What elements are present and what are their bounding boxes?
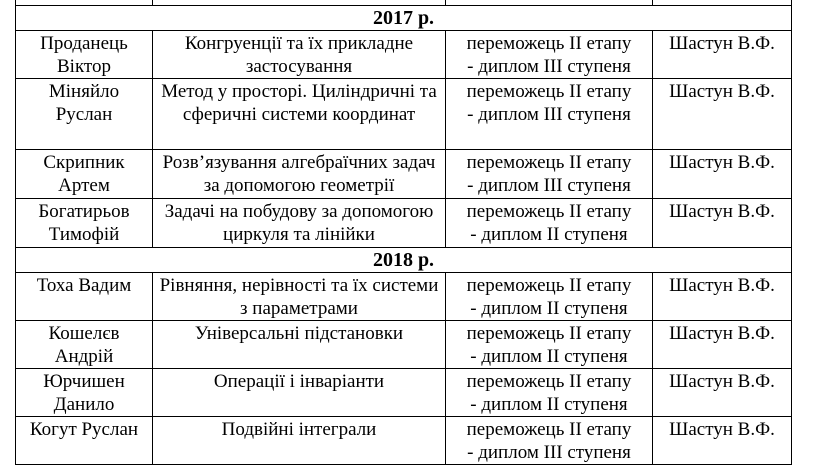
awards-table bbox=[15, 0, 792, 465]
supervisor-name: Шастун В.Ф. bbox=[653, 79, 792, 150]
award-stage: переможець ІІ етапу bbox=[466, 419, 632, 440]
award-stage: переможець ІІ етапу bbox=[466, 81, 632, 102]
research-topic: Розв’язування алгебраїчних задач за допомогою геометрії bbox=[153, 150, 446, 199]
award-stage: переможець ІІ етапу bbox=[466, 33, 632, 54]
student-name: Кошелєв Андрій bbox=[16, 321, 153, 369]
student-name: Богатирьов Тимофій bbox=[16, 199, 153, 248]
supervisor-name: Шастун В.Ф. bbox=[653, 150, 792, 199]
supervisor-name: Шастун В.Ф. bbox=[653, 273, 792, 321]
award-diploma: - диплом ІІ ступеня bbox=[470, 298, 628, 319]
research-topic: Задачі на побудову за допомогою циркуля та лінійки bbox=[153, 199, 446, 248]
award-diploma: - диплом ІІІ ступеня bbox=[467, 104, 631, 125]
award-stage: переможець ІІ етапу bbox=[466, 323, 632, 344]
table-row bbox=[16, 273, 792, 321]
table-row bbox=[16, 150, 792, 199]
table-row bbox=[16, 369, 792, 417]
award-result bbox=[446, 199, 653, 248]
award-result bbox=[446, 273, 653, 321]
award-diploma: - диплом ІІ ступеня bbox=[470, 224, 628, 245]
award-stage: переможець ІІ етапу bbox=[466, 201, 632, 222]
supervisor-name: Шастун В.Ф. bbox=[653, 369, 792, 417]
student-name: Проданець Віктор bbox=[16, 31, 153, 79]
award-diploma: - диплом ІІІ ступеня bbox=[467, 175, 631, 196]
award-diploma: - диплом ІІІ ступеня bbox=[467, 442, 631, 463]
award-result bbox=[446, 31, 653, 79]
research-topic: Подвійні інтеграли bbox=[153, 417, 446, 465]
student-name: Скрипник Артем bbox=[16, 150, 153, 199]
award-result bbox=[446, 79, 653, 150]
award-diploma: - диплом ІІ ступеня bbox=[470, 394, 628, 415]
table-row bbox=[16, 31, 792, 79]
student-name: Когут Руслан bbox=[16, 417, 153, 465]
year-label: 2017 р. bbox=[16, 6, 792, 31]
table-row bbox=[16, 321, 792, 369]
supervisor-name: Шастун В.Ф. bbox=[653, 199, 792, 248]
award-stage: переможець ІІ етапу bbox=[466, 152, 632, 173]
award-diploma: - диплом ІІІ ступеня bbox=[467, 56, 631, 77]
table-row bbox=[16, 417, 792, 465]
student-name: Міняйло Руслан bbox=[16, 79, 153, 150]
table-row bbox=[16, 79, 792, 150]
research-topic: Операції і інваріанти bbox=[153, 369, 446, 417]
award-result bbox=[446, 321, 653, 369]
supervisor-name: Шастун В.Ф. bbox=[653, 417, 792, 465]
table-row bbox=[16, 199, 792, 248]
research-topic: Рівняння, нерівності та їх системи з параметрами bbox=[153, 273, 446, 321]
award-diploma: - диплом ІІ ступеня bbox=[470, 346, 628, 367]
research-topic: Універсальні підстановки bbox=[153, 321, 446, 369]
award-stage: переможець ІІ етапу bbox=[466, 275, 632, 296]
supervisor-name: Шастун В.Ф. bbox=[653, 321, 792, 369]
award-stage: переможець ІІ етапу bbox=[466, 371, 632, 392]
year-label: 2018 р. bbox=[16, 248, 792, 273]
research-topic: Конгруенції та їх прикладне застосування bbox=[153, 31, 446, 79]
student-name: Тоха Вадим bbox=[16, 273, 153, 321]
student-name: Юрчишен Данило bbox=[16, 369, 153, 417]
year-header-row bbox=[16, 248, 792, 273]
year-header-row bbox=[16, 6, 792, 31]
award-result bbox=[446, 150, 653, 199]
research-topic: Метод у просторі. Циліндричні та сферичні системи координат bbox=[153, 79, 446, 150]
award-result bbox=[446, 369, 653, 417]
award-result bbox=[446, 417, 653, 465]
supervisor-name: Шастун В.Ф. bbox=[653, 31, 792, 79]
